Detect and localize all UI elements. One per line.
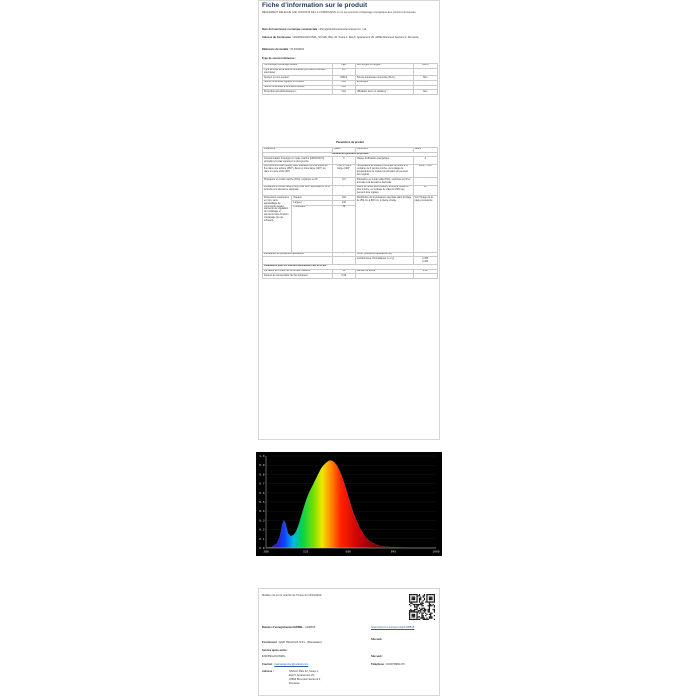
table-cell: 2800...7000: [413, 164, 438, 177]
dimensions-row: [263, 196, 438, 252]
table-cell: Puissance en mode veille (Pnet), pour SLC, exprimée en W et arrondie à la deuxième décimale: [263, 185, 333, 196]
x-tick-label: 680: [345, 549, 351, 554]
spectral-distribution-label: Distribution de la puissance spectrale dans la plage de 250 nm à 800 nm, à pleine charge: [355, 196, 413, 252]
x-tick-label: 525: [303, 549, 309, 554]
table-cell: Source lumineuse à luminance élevée :: [263, 85, 333, 90]
table-cell: Non: [333, 85, 356, 90]
table-cell: 6,6: [333, 178, 356, 186]
table-cell: [413, 274, 438, 279]
light-source-type-row: [263, 90, 438, 95]
general-parameter-row: [263, 178, 438, 186]
table-cell: [355, 274, 413, 279]
table-cell: Flux lumineux utile (Φuse), avec indication qu’il se réfère au flux dans une sphère (360°), dans un cône large (120°) ou dans un cône étroit (90°): [263, 164, 333, 177]
table-cell: NDLS: [413, 64, 438, 69]
address-line: Romania: [289, 682, 300, 685]
table-cell: 0,90: [413, 269, 438, 274]
spectral-distribution-value: Voir l’image de la page précédente: [413, 196, 438, 252]
eprel-value: 1238815: [305, 626, 316, 629]
email-link[interactable]: maimaoservice@outlook.com: [274, 663, 309, 666]
website-label: Site web: [371, 638, 382, 641]
table-cell: Facteur de survie: [355, 269, 413, 274]
model-reference-line: [262, 48, 438, 51]
y-tick-labels: [259, 454, 265, 550]
dimension-height-value: 194: [333, 196, 355, 201]
table-cell: Coordonnées chromatiques (x et y): [355, 257, 413, 265]
table-cell: -: [413, 178, 438, 186]
y-tick-label: 0.4: [259, 509, 265, 514]
spectrum-area: [266, 461, 436, 548]
eprel-line: [262, 626, 315, 629]
dimension-width-value: 133: [333, 201, 355, 206]
eprel-label: Numéro d’enregistrement EPREL :: [262, 626, 305, 629]
light-source-type-heading: Type de source lumineuse :: [262, 57, 296, 60]
table-cell: Technologie d’éclairage utilisée :: [263, 64, 333, 69]
supplier-address-label: Adresse du fournisseur :: [262, 36, 293, 39]
dimension-depth-value: 12: [342, 205, 346, 209]
supplier-name-label: Nom du fournisseur ou marque commerciale :: [262, 28, 319, 31]
phone-label: Téléphone :: [371, 663, 386, 666]
y-tick-label: 1.0: [259, 454, 265, 458]
address-label: Adresse :: [262, 670, 274, 673]
dimension-width-label: Largeur: [292, 201, 332, 206]
y-tick-label: 0.0: [259, 546, 265, 550]
general-parameter-row: [263, 185, 438, 196]
product-information-sheet: [258, 0, 440, 440]
table-cell: Non: [333, 80, 356, 85]
table-cell: Classe d’efficacité énergétique: [355, 157, 413, 165]
dimension-height-label: Hauteur: [292, 196, 332, 200]
address-line: Etaj 5, Apartament 29,: [289, 674, 315, 677]
table-cell: Type de culot de la source lumineuse (ou d’autre interface électrique): [263, 68, 333, 76]
led-parameter-row: [263, 274, 438, 279]
table-cell: 6: [333, 157, 356, 165]
dimensions-values-cell: [333, 196, 356, 252]
sheet-title: Fiche d’information sur le produit: [262, 2, 368, 9]
table-cell: DC: [333, 68, 356, 76]
table-cell: A: [413, 157, 438, 165]
email-line: [262, 663, 308, 666]
website-2-label: Site web :: [371, 655, 384, 658]
header-cell: Paramètre: [355, 148, 413, 153]
eprel-link[interactable]: https://eprel.ec.europa.eu/qr/1238815: [371, 626, 415, 629]
y-tick-label: 0.1: [259, 536, 265, 541]
table-cell: Source lumineuse réglable en couleur :: [263, 80, 333, 85]
table-cell: Puissance en mode marche (Pon), exprimée en W: [263, 178, 333, 186]
supplier-name-value: Zhongshanshimeihoudumnaoya Co., Ltd.: [319, 28, 367, 31]
header-cell: Paramètre: [263, 148, 333, 153]
light-source-type-table: [262, 63, 438, 95]
x-tick-label: 845: [390, 549, 397, 554]
table-cell: Indice de rendu des couleurs, arrondi à l’entier le plus proche, ou la plage de valeurs d’IRC qui peuvent être réglées: [355, 185, 413, 196]
y-tick-label: 0.6: [259, 490, 265, 495]
registration-footer: [258, 588, 440, 696]
table-cell: Consommation d’énergie en mode marche (kWh/1000 h), arrondie à l’entier supérieur le plus proche: [263, 157, 333, 165]
product-parameters-table: [262, 147, 438, 279]
power-parameter-row: [263, 257, 438, 265]
table-cell: LED: [333, 64, 356, 69]
table-cell: Déclaration de puissance équivalente: [263, 252, 333, 257]
table-cell: 83: [413, 185, 438, 196]
table-cell: Facteur de conservation du flux lumineux: [263, 274, 333, 279]
header-cell: Valeur: [333, 148, 356, 153]
supplier-address-value: ENIFPEGASUSSRL, NIVHAI, Bloc 42, Scara 1, Etaj 5, Apartament 29, 22892 Bucuresti Sectorul 2, Romania: [293, 36, 419, 39]
address-line: NIVHAI, Bloc 42, Scara 1,: [289, 670, 319, 673]
table-cell: Non: [413, 90, 438, 95]
y-tick-label: 0.9: [259, 463, 265, 468]
table-cell: Non-dirigée ou dirigée :: [355, 64, 413, 69]
market-date-text: Modèle mis sur le marché de l’Union du 13/01/2020.: [262, 594, 322, 597]
table-cell: Protection anti-éblouissement :: [263, 90, 333, 95]
general-parameter-row: [263, 164, 438, 177]
table-cell: NMLS: [333, 76, 356, 81]
regulation-intro: REGLEMENT DELEGUE (UE) 2019/2015 DE LA COMMISSION en ce qui concerne l’étiquetage énergétique des sources lumineuses: [262, 11, 416, 14]
table-cell: 0,96: [333, 274, 356, 279]
y-tick-label: 0.7: [259, 481, 265, 486]
supplier-label: Fournisseur :: [262, 641, 279, 644]
email-label: Courriel :: [262, 663, 274, 666]
table-cell: -: [413, 252, 438, 257]
table-cell: Secteur ou non-secteur :: [263, 76, 333, 81]
dimensions-cell: [263, 196, 333, 252]
led-parameters-heading: Paramètres pour les sources lumineuses LED et OLED :: [263, 264, 438, 269]
y-tick-label: 0.3: [259, 518, 265, 523]
phone-line: [371, 663, 405, 666]
dimensions-subtable: [263, 196, 332, 251]
model-reference-label: Référence du modèle :: [262, 48, 290, 51]
light-source-type-row: [263, 68, 438, 76]
after-sales-value: ENIFPEGASUSSRL: [262, 655, 286, 658]
x-tick-label: 1000: [432, 549, 440, 554]
y-tick-label: 0.5: [259, 500, 265, 504]
table-cell: Puissance en mode veille (Psb), exprimée en W et arrondie à la deuxième décimale: [355, 178, 413, 186]
table-cell: [413, 68, 438, 76]
table-cell: R9 valeur de l’indice du rendu des couleurs: [263, 269, 333, 274]
table-cell: 10: [333, 269, 356, 274]
general-parameters-heading: Paramètres généraux du produit: [263, 152, 438, 157]
x-tick-labels: [263, 550, 440, 554]
table-cell: -: [333, 185, 356, 196]
dimension-depth-label: Profondeur: [293, 205, 306, 209]
table-cell: [263, 257, 333, 265]
table-cell: [333, 257, 356, 265]
table-cell: Température de couleur proximale, arrondie à la centaine de K la plus proche, ou la plage de températures de couleur proximales qui peuvent être réglées: [355, 164, 413, 177]
supplier-value: ENIF PEGASUS S.R.L. (Mandataire): [279, 641, 322, 644]
after-sales-label: Service après-vente :: [262, 649, 289, 652]
phone-value: 0040768811176: [386, 663, 405, 666]
table-cell: 1 052 in Cône large (120)°: [333, 164, 356, 177]
qr-code-icon[interactable]: [409, 594, 435, 620]
x-tick-label: 380: [263, 549, 269, 554]
table-cell: -: [333, 252, 356, 257]
y-tick-label: 0.2: [259, 527, 265, 532]
supplier-line: [262, 641, 322, 644]
table-cell: 0,334 0,402: [413, 257, 438, 265]
header-cell: Valeur: [413, 148, 438, 153]
y-tick-label: 0.8: [259, 472, 265, 477]
table-cell: Enveloppe :: [355, 80, 413, 85]
table-cell: [355, 68, 413, 76]
table-cell: Si oui, puissance équivalente (W): [355, 252, 413, 257]
table-cell: Non: [413, 76, 438, 81]
supplier-address-line: [262, 36, 438, 39]
table-cell: Utilisation avec un variateur :: [355, 90, 413, 95]
table-cell: Source lumineuse connectée (SLC) :: [355, 76, 413, 81]
table-cell: -: [413, 80, 438, 85]
table-cell: Non: [333, 90, 356, 95]
supplier-name-line: [262, 28, 438, 31]
spectral-distribution-chart: [256, 452, 442, 556]
model-reference-value: PLICM2301: [290, 48, 305, 51]
dimensions-label: Dimensions extérieures en mm, sans appareillage de commande séparé, éléments de régulation de l’éclairage et éléments sans fonction d’éclairage (le cas échéant): [263, 196, 292, 251]
product-parameters-heading: Paramètres du produit: [336, 141, 364, 144]
general-parameter-row: [263, 157, 438, 165]
address-line: 22892 Bucuresti Sectorul 2,: [289, 678, 321, 681]
